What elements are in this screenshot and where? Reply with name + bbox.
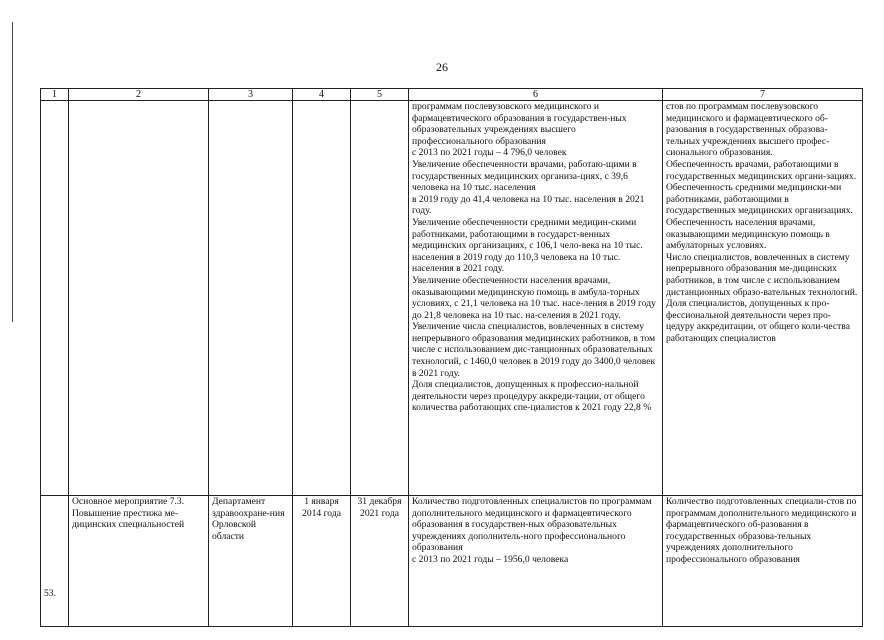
program-table xyxy=(40,88,863,627)
header-col-3: 3 xyxy=(209,89,293,101)
result-text: Увеличение обеспеченности средними медицин-скими работниками, работающими в государст-венных медицинских организациях, с 106,1 чело-века на 10 тыс. населения в 2019 году до 110,3 человека на 10 тыс. населения в 2021 году. xyxy=(412,216,643,275)
measure-name: Основное мероприятие 7.3. Повышение престижа ме-дицинских специальностей xyxy=(69,496,209,627)
header-col-7: 7 xyxy=(663,89,863,101)
cell-empty xyxy=(209,101,293,496)
indicators-cell xyxy=(663,101,863,496)
end-date: 31 декабря 2021 года xyxy=(351,496,409,627)
start-date: 1 января 2014 года xyxy=(293,496,351,627)
result-text: с 2013 по 2021 годы – 4 796,0 человек xyxy=(412,147,567,159)
cell-empty xyxy=(41,101,69,496)
header-col-2: 2 xyxy=(69,89,209,101)
cell-empty xyxy=(293,101,351,496)
header-row xyxy=(41,89,863,101)
indicator-text: Доля специалистов, допущенных к про-фессиональной деятельности через про-цедуру аккредитации, от общего коли-чества работающих специалистов xyxy=(666,298,850,344)
result-text: Увеличение числа специалистов, вовлеченных в систему непрерывного образования медицинских работников, в том числе с использованием дис-танционных образовательных технологий, с 1460,0 человек в 2019 году до 3400,0 человек в 2021 году. xyxy=(412,321,656,379)
table-row-53 xyxy=(41,496,863,627)
expected-results-cell xyxy=(409,101,663,496)
indicator-text: Обеспеченность населения врачами, оказывающими медицинскую помощь в амбулаторных условиях. xyxy=(666,216,830,252)
expected-results-cell xyxy=(409,496,663,627)
cell-empty xyxy=(351,101,409,496)
indicator-text: Обеспеченность врачами, работающими в государственных медицинских органи-зациях. xyxy=(666,158,857,182)
header-col-6: 6 xyxy=(409,89,663,101)
result-text: Доля специалистов, допущенных к профессио-нальной деятельности через процедуру аккреди-тации, от общего количества работающих спе-циалистов к 2021 году 22,8 % xyxy=(412,379,652,414)
result-text: Увеличение обеспеченности врачами, работаю-щими в государственных медицинских организа-циях, с 39,6 человека на 10 тыс. населения xyxy=(412,158,637,194)
row-number: 53. xyxy=(41,496,69,627)
table-row-continued xyxy=(41,101,863,496)
result-text: Увеличение обеспеченности населения врачами, оказывающими медицинскую помощь в амбула-торных условиях, с 21,1 человека на 10 тыс. насе-ления в 2019 году до 21,8 человека на 10 тыс. на-селения в 2021 году. xyxy=(412,274,656,321)
indicator-text: стов по программам послевузовского медицинского и фармацевтического об-разования в государственных образова-тельных учреждениях высшего профес-сионального образования. xyxy=(666,101,830,159)
indicator-text: Обеспеченность средними медицински-ми работниками, работающими в государственных медицинских организациях. xyxy=(666,182,853,217)
cell-empty xyxy=(69,101,209,496)
indicator-text: Количество подготовленных специали-стов по программам дополнительного медицинского и фармацевтического об-разования в государственных образова-тельных учреждениях дополнительного профессионального образования xyxy=(663,496,863,627)
executor: Департамент здравоохране-ния Орловской области xyxy=(209,496,293,627)
header-col-5: 5 xyxy=(351,89,409,101)
result-text: Количество подготовленных специалистов по программам дополнительного медицинского и фармацевтического образования в государствен-ных образовательных учреждениях дополнитель-ного профессионального образования xyxy=(412,496,652,554)
result-text: в 2019 году до 41,4 человека на 10 тыс. населения в 2021 году. xyxy=(412,193,645,217)
header-col-4: 4 xyxy=(293,89,351,101)
indicator-text: Число специалистов, вовлеченных в систему непрерывного образования ме-дицинских работников, в том числе с использованием дистанционных образо-вательных технологий. xyxy=(666,251,858,298)
page-number: 26 xyxy=(436,60,448,74)
result-text: с 2013 по 2021 годы – 1956,0 человека xyxy=(412,553,569,565)
result-text: программам послевузовского медицинского и фармацевтического образования в государствен-ных образовательных учреждениях высшего профессионального образования xyxy=(412,101,627,147)
header-col-1: 1 xyxy=(41,89,69,101)
